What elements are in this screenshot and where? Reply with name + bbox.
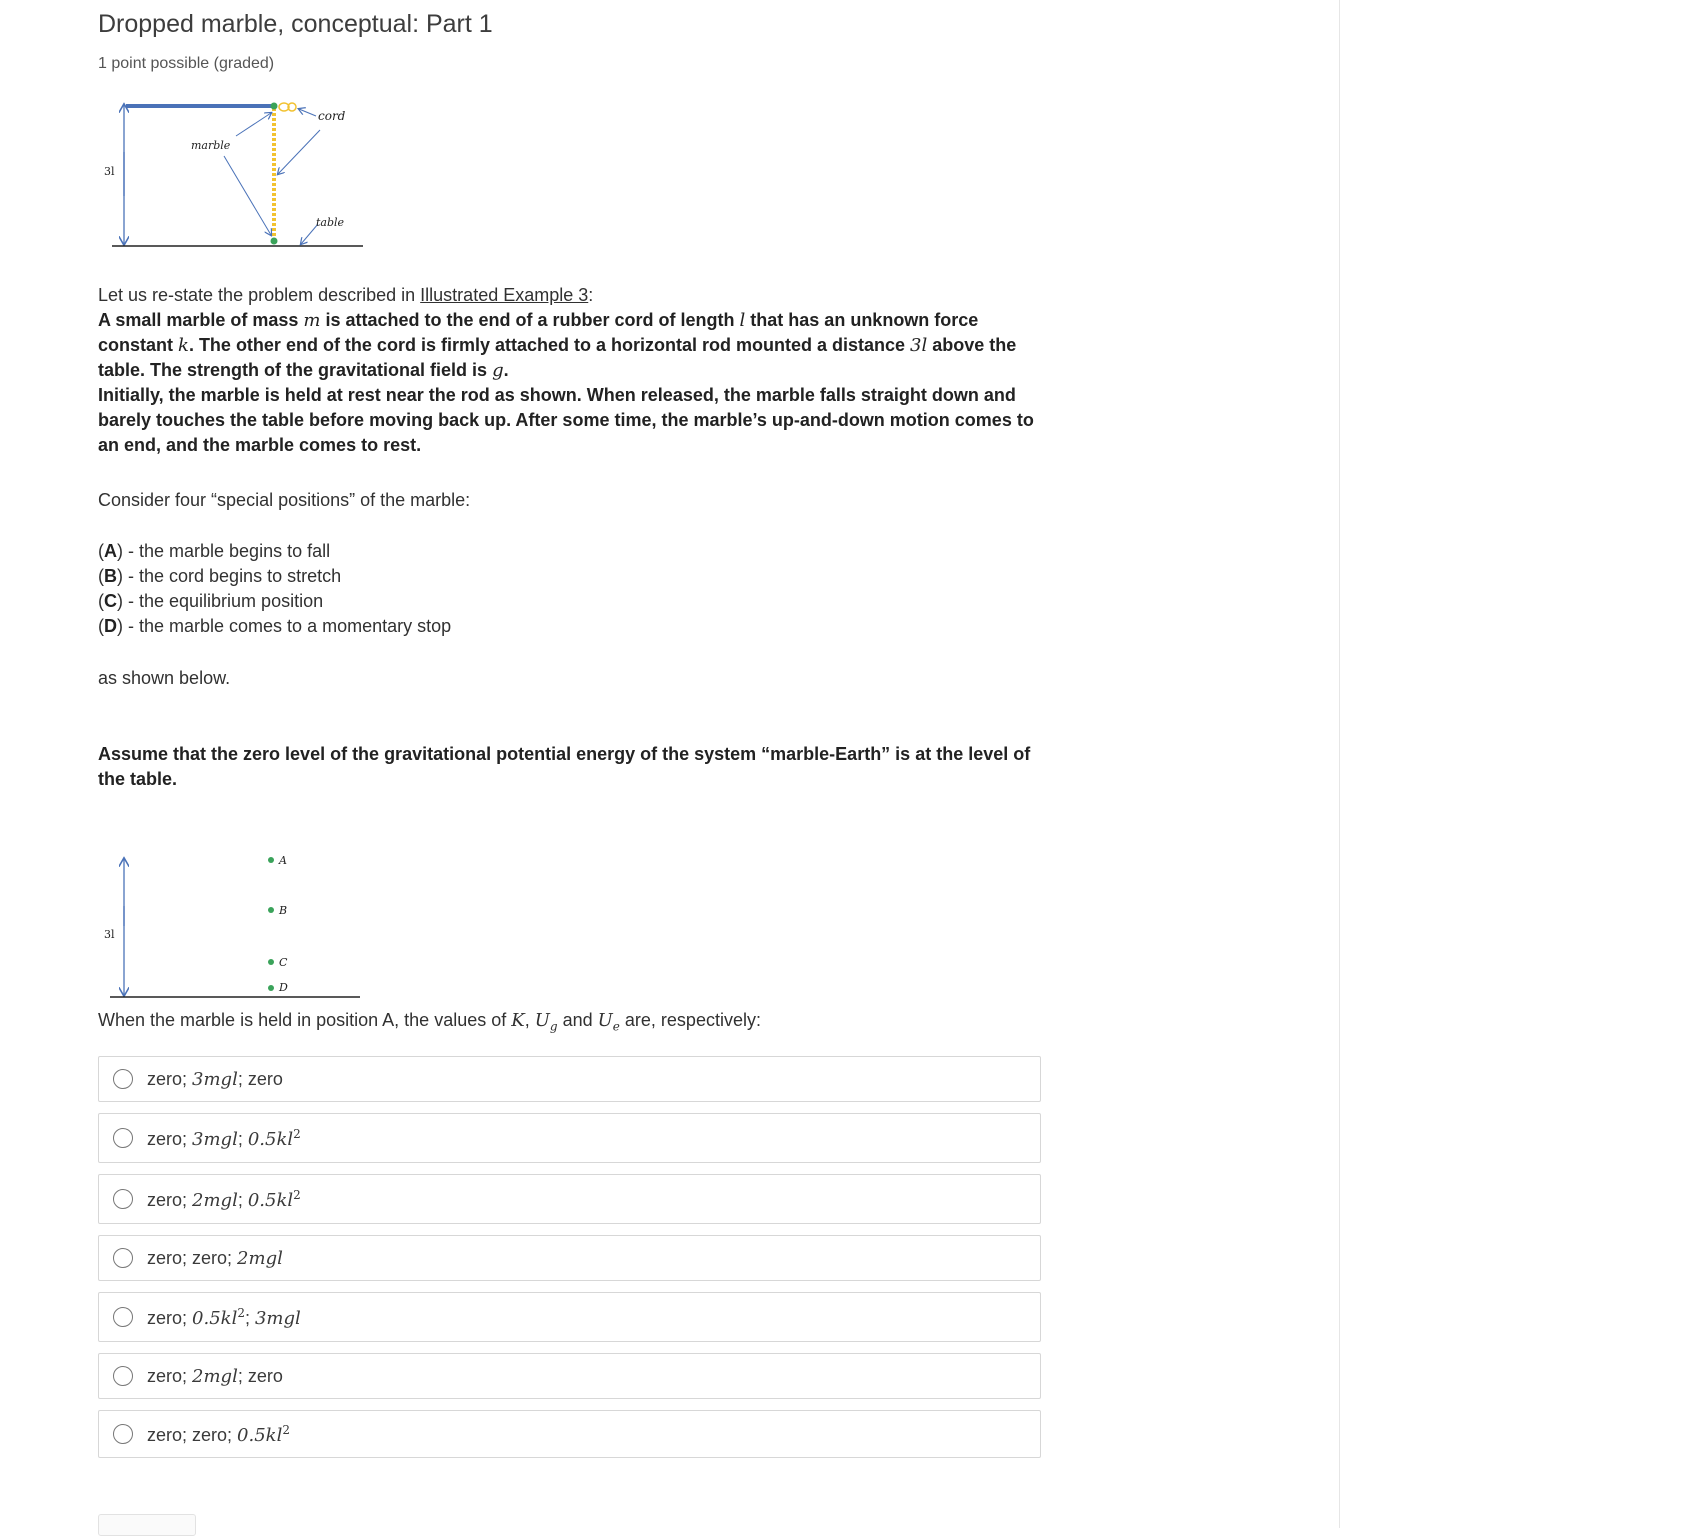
position-item-a: (A) - the marble begins to fall bbox=[98, 541, 331, 561]
positions-outro: as shown below. bbox=[98, 668, 231, 688]
radio-button[interactable] bbox=[113, 1307, 133, 1327]
radio-button[interactable] bbox=[113, 1366, 133, 1386]
option-label: zero; zero; 2mgl bbox=[147, 1247, 283, 1269]
option-7[interactable] bbox=[98, 1410, 1041, 1458]
height-label: 3l bbox=[104, 165, 115, 178]
radio-button[interactable] bbox=[113, 1128, 133, 1148]
option-label: zero; 2mgl; $0.5kl^2$ bbox=[147, 1187, 301, 1211]
option-4[interactable] bbox=[98, 1235, 1041, 1281]
cord-pointer-arrow bbox=[278, 130, 320, 174]
assumption-paragraph: Assume that the zero level of the gravitational potential energy of the system “marble-Earth” is at the level of the table. bbox=[98, 744, 1031, 789]
marble-top bbox=[271, 103, 278, 110]
radio-button[interactable] bbox=[113, 1248, 133, 1268]
cord-label: cord bbox=[318, 109, 346, 123]
cord-pointer-arrow bbox=[299, 109, 316, 116]
intro-text: Let us re-state the problem described in bbox=[98, 285, 421, 305]
position-d-label: D bbox=[279, 981, 288, 994]
right-panel-divider bbox=[1339, 0, 1340, 1528]
position-a-label: A bbox=[279, 854, 287, 867]
statement-part-2: Initially, the marble is held at rest near the rod as shown. When released, the marble falls straight down and barely touches the table before moving back up. After some time, the marble’s up-and-down motion comes to an end, and the marble comes to rest. bbox=[98, 385, 1034, 455]
option-label: zero; 2mgl; zero bbox=[147, 1365, 283, 1387]
illustrated-example-link[interactable]: Illustrated Example 3 bbox=[420, 285, 589, 305]
radio-button[interactable] bbox=[113, 1424, 133, 1444]
option-label: zero; $0.5kl^2$; 3mgl bbox=[147, 1305, 301, 1329]
special-positions-diagram bbox=[98, 846, 368, 1006]
position-c-label: C bbox=[279, 956, 288, 969]
question-prompt: When the marble is held in position A, the values of K, $U_g$ and $U_e$ are, respectively: bbox=[98, 1010, 761, 1034]
horizontal-rod bbox=[126, 104, 276, 108]
problem-statement bbox=[98, 308, 1043, 458]
points-possible: 1 point possible (graded) bbox=[98, 55, 275, 72]
statement-part-1: A small marble of mass m is attached to the end of a rubber cord of length l that has an unknown force constant k. The other end of the cord is firmly attached to a horizontal rod mounted a distance 3l above the table. The strength of the gravitational field is g. bbox=[98, 310, 1017, 381]
intro-colon: : bbox=[588, 285, 594, 305]
option-5[interactable] bbox=[98, 1292, 1041, 1342]
positions-intro: Consider four “special positions” of the marble: bbox=[98, 490, 471, 510]
option-label: zero; 3mgl; $0.5kl^2$ bbox=[147, 1126, 301, 1150]
marble-cord-diagram bbox=[98, 92, 368, 252]
radio-button[interactable] bbox=[113, 1189, 133, 1209]
option-6[interactable] bbox=[98, 1353, 1041, 1399]
marble-pointer-arrow bbox=[236, 113, 271, 136]
marble-bottom bbox=[271, 238, 278, 245]
marble-pointer-arrow bbox=[224, 156, 271, 235]
height-label: 3l bbox=[104, 928, 115, 941]
option-1[interactable] bbox=[98, 1056, 1041, 1102]
positions-list bbox=[98, 539, 1043, 639]
position-d-marker bbox=[268, 985, 274, 991]
table-label: table bbox=[316, 216, 345, 229]
intro-paragraph bbox=[98, 283, 1043, 308]
problem-title: Dropped marble, conceptual: Part 1 bbox=[98, 10, 493, 38]
marble-label: marble bbox=[191, 139, 231, 152]
position-item-d: (D) - the marble comes to a momentary stop bbox=[98, 616, 452, 636]
option-3[interactable] bbox=[98, 1174, 1041, 1224]
position-b-label: B bbox=[279, 904, 288, 917]
position-c-marker bbox=[268, 959, 274, 965]
radio-button[interactable] bbox=[113, 1069, 133, 1089]
submit-button[interactable] bbox=[98, 1514, 196, 1536]
option-label: zero; zero; $0.5kl^2$ bbox=[147, 1422, 290, 1446]
option-2[interactable] bbox=[98, 1113, 1041, 1163]
position-item-c: (C) - the equilibrium position bbox=[98, 591, 324, 611]
position-b-marker bbox=[268, 907, 274, 913]
position-item-b: (B) - the cord begins to stretch bbox=[98, 566, 342, 586]
option-label: zero; 3mgl; zero bbox=[147, 1068, 283, 1090]
position-a-marker bbox=[268, 857, 274, 863]
